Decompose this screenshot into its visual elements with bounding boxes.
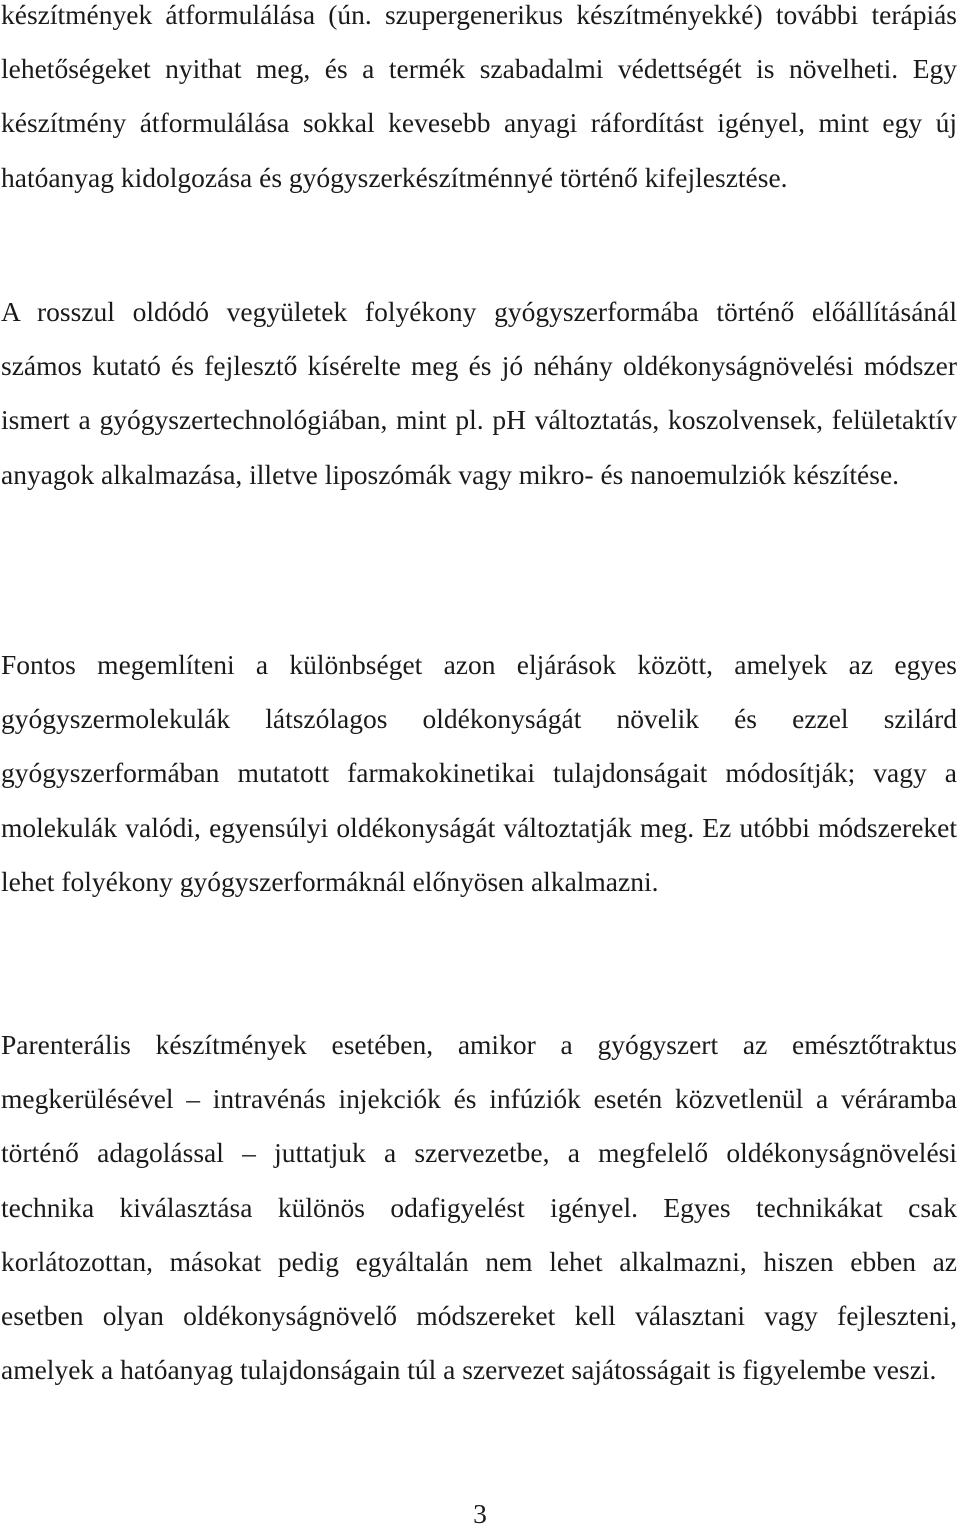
page-number: 3: [473, 1498, 487, 1529]
paragraph-solubility-methods: A rosszul oldódó vegyületek folyékony gyógyszerformába történő előállításánál számos kutató és fejlesztő kísérelte meg és jó néhány oldékonyságnövelési módszer ismert a gyógyszertechnológiában, mint pl. pH változtatás, koszolvensek, felületaktív anyagok alkalmazása, illetve liposzómák vagy mikro- és nanoemulziók készítése.: [1, 296, 957, 490]
paragraph-parenteral-formulations: Parenterális készítmények esetében, amikor a gyógyszert az emésztőtraktus megkerülésével – intravénás injekciók és infúziók esetén közvetlenül a véráramba történő adagolással – juttatjuk a szervezetbe, a megfelelő oldékonyságnövelési technika kiválasztása különös odafigyelést igényel. Egyes technikákat csak korlátozottan, másokat pedig egyáltalán nem lehet alkalmazni, hiszen ebben az esetben olyan oldékonyságnövelő módszereket kell választani vagy fejleszteni, amelyek a hatóanyag tulajdonságain túl a szervezet sajátosságait is figyelembe veszi.: [1, 1029, 957, 1386]
paragraph-apparent-vs-true-solubility: Fontos megemlíteni a különbséget azon eljárások között, amelyek az egyes gyógyszermolekulák látszólagos oldékonyságát növelik és ezzel szilárd gyógyszerformában mutatott farmakokinetikai tulajdonságait módosítják; vagy a molekulák valódi, egyensúlyi oldékonyságát változtatják meg. Ez utóbbi módszereket lehet folyékony gyógyszerformáknál előnyösen alkalmazni.: [1, 649, 957, 897]
paragraph-reformulation: készítmények átformulálása (ún. szupergenerikus készítményekké) további terápiás lehetőségeket nyithat meg, és a termék szabadalmi védettségét is növelheti. Egy készítmény átformulálása sokkal kevesebb anyagi ráfordítást igényel, mint egy új hatóanyag kidolgozása és gyógyszerkészítménnyé történő kifejlesztése.: [1, 0, 957, 193]
